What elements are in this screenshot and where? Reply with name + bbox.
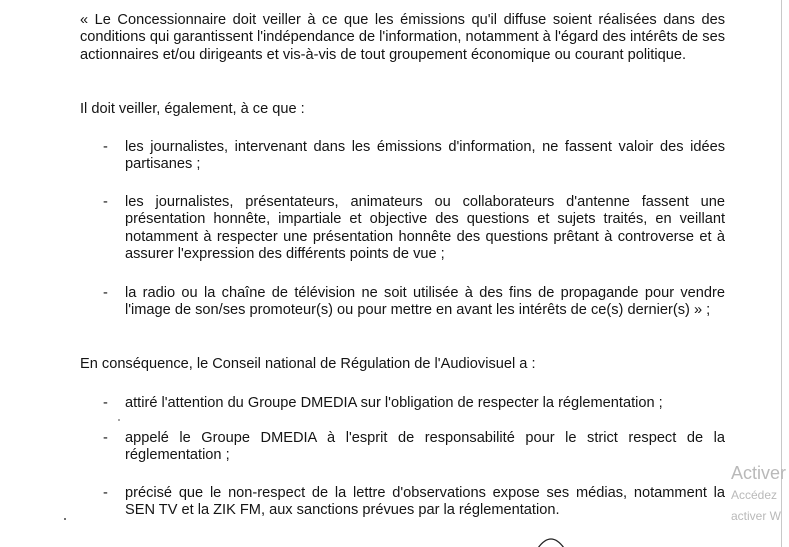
list-item-text: les journalistes, intervenant dans les émissions d'information, ne fassent valoir des idées partisanes ; bbox=[125, 139, 725, 173]
list-item-text: la radio ou la chaîne de télévision ne soit utilisée à des fins de propagande pour vendre l'image de son/ses promoteur(s) ou pour mettre en avant les intérêts de ce(s) dernier(s) » ; bbox=[125, 285, 725, 319]
list-item-text: attiré l'attention du Groupe DMEDIA sur l'obligation de respecter la réglementation ; bbox=[125, 395, 663, 411]
scan-speck bbox=[118, 419, 120, 421]
dash-bullet: - bbox=[103, 139, 108, 155]
dash-bullet: - bbox=[103, 430, 108, 446]
stamp-edge-arc bbox=[536, 534, 566, 547]
dash-bullet: - bbox=[103, 194, 108, 210]
activation-watermark-title: Activer bbox=[731, 463, 787, 483]
activation-watermark-line: activer W bbox=[731, 509, 782, 523]
list-item-text: les journalistes, présentateurs, animateurs ou collaborateurs d'antenne fassent une présentation honnête, impartiale et objective des questions et sujets traités, en veillant notamment à respecter une présentation honnête des questions prêtant à controverse et à assurer l'expression des différents points de vue ; bbox=[125, 194, 725, 263]
scan-speck bbox=[64, 518, 66, 520]
list-item-text: appelé le Groupe DMEDIA à l'esprit de responsabilité pour le strict respect de la réglementation ; bbox=[125, 430, 725, 464]
dash-bullet: - bbox=[103, 285, 108, 301]
dash-bullet: - bbox=[103, 395, 108, 411]
dash-bullet: - bbox=[103, 485, 108, 501]
activation-watermark-line: Accédez bbox=[731, 488, 778, 502]
obligation-paragraph: Il doit veiller, également, à ce que : bbox=[80, 101, 305, 117]
intro-paragraph: « Le Concessionnaire doit veiller à ce que les émissions qu'il diffuse soient réalisées dans des conditions qui garantissent l'indépendance de l'information, notamment à l'égard des intérêts de ses actionnaires et/ou dirigeants et vis-à-vis de tout groupement économique ou courant politique. bbox=[80, 12, 725, 63]
list-item-text: précisé que le non-respect de la lettre d'observations expose ses médias, notamment la SEN TV et la ZIK FM, aux sanctions prévues par la réglementation. bbox=[125, 485, 725, 519]
consequence-paragraph: En conséquence, le Conseil national de Régulation de l'Audiovisuel a : bbox=[80, 356, 536, 372]
